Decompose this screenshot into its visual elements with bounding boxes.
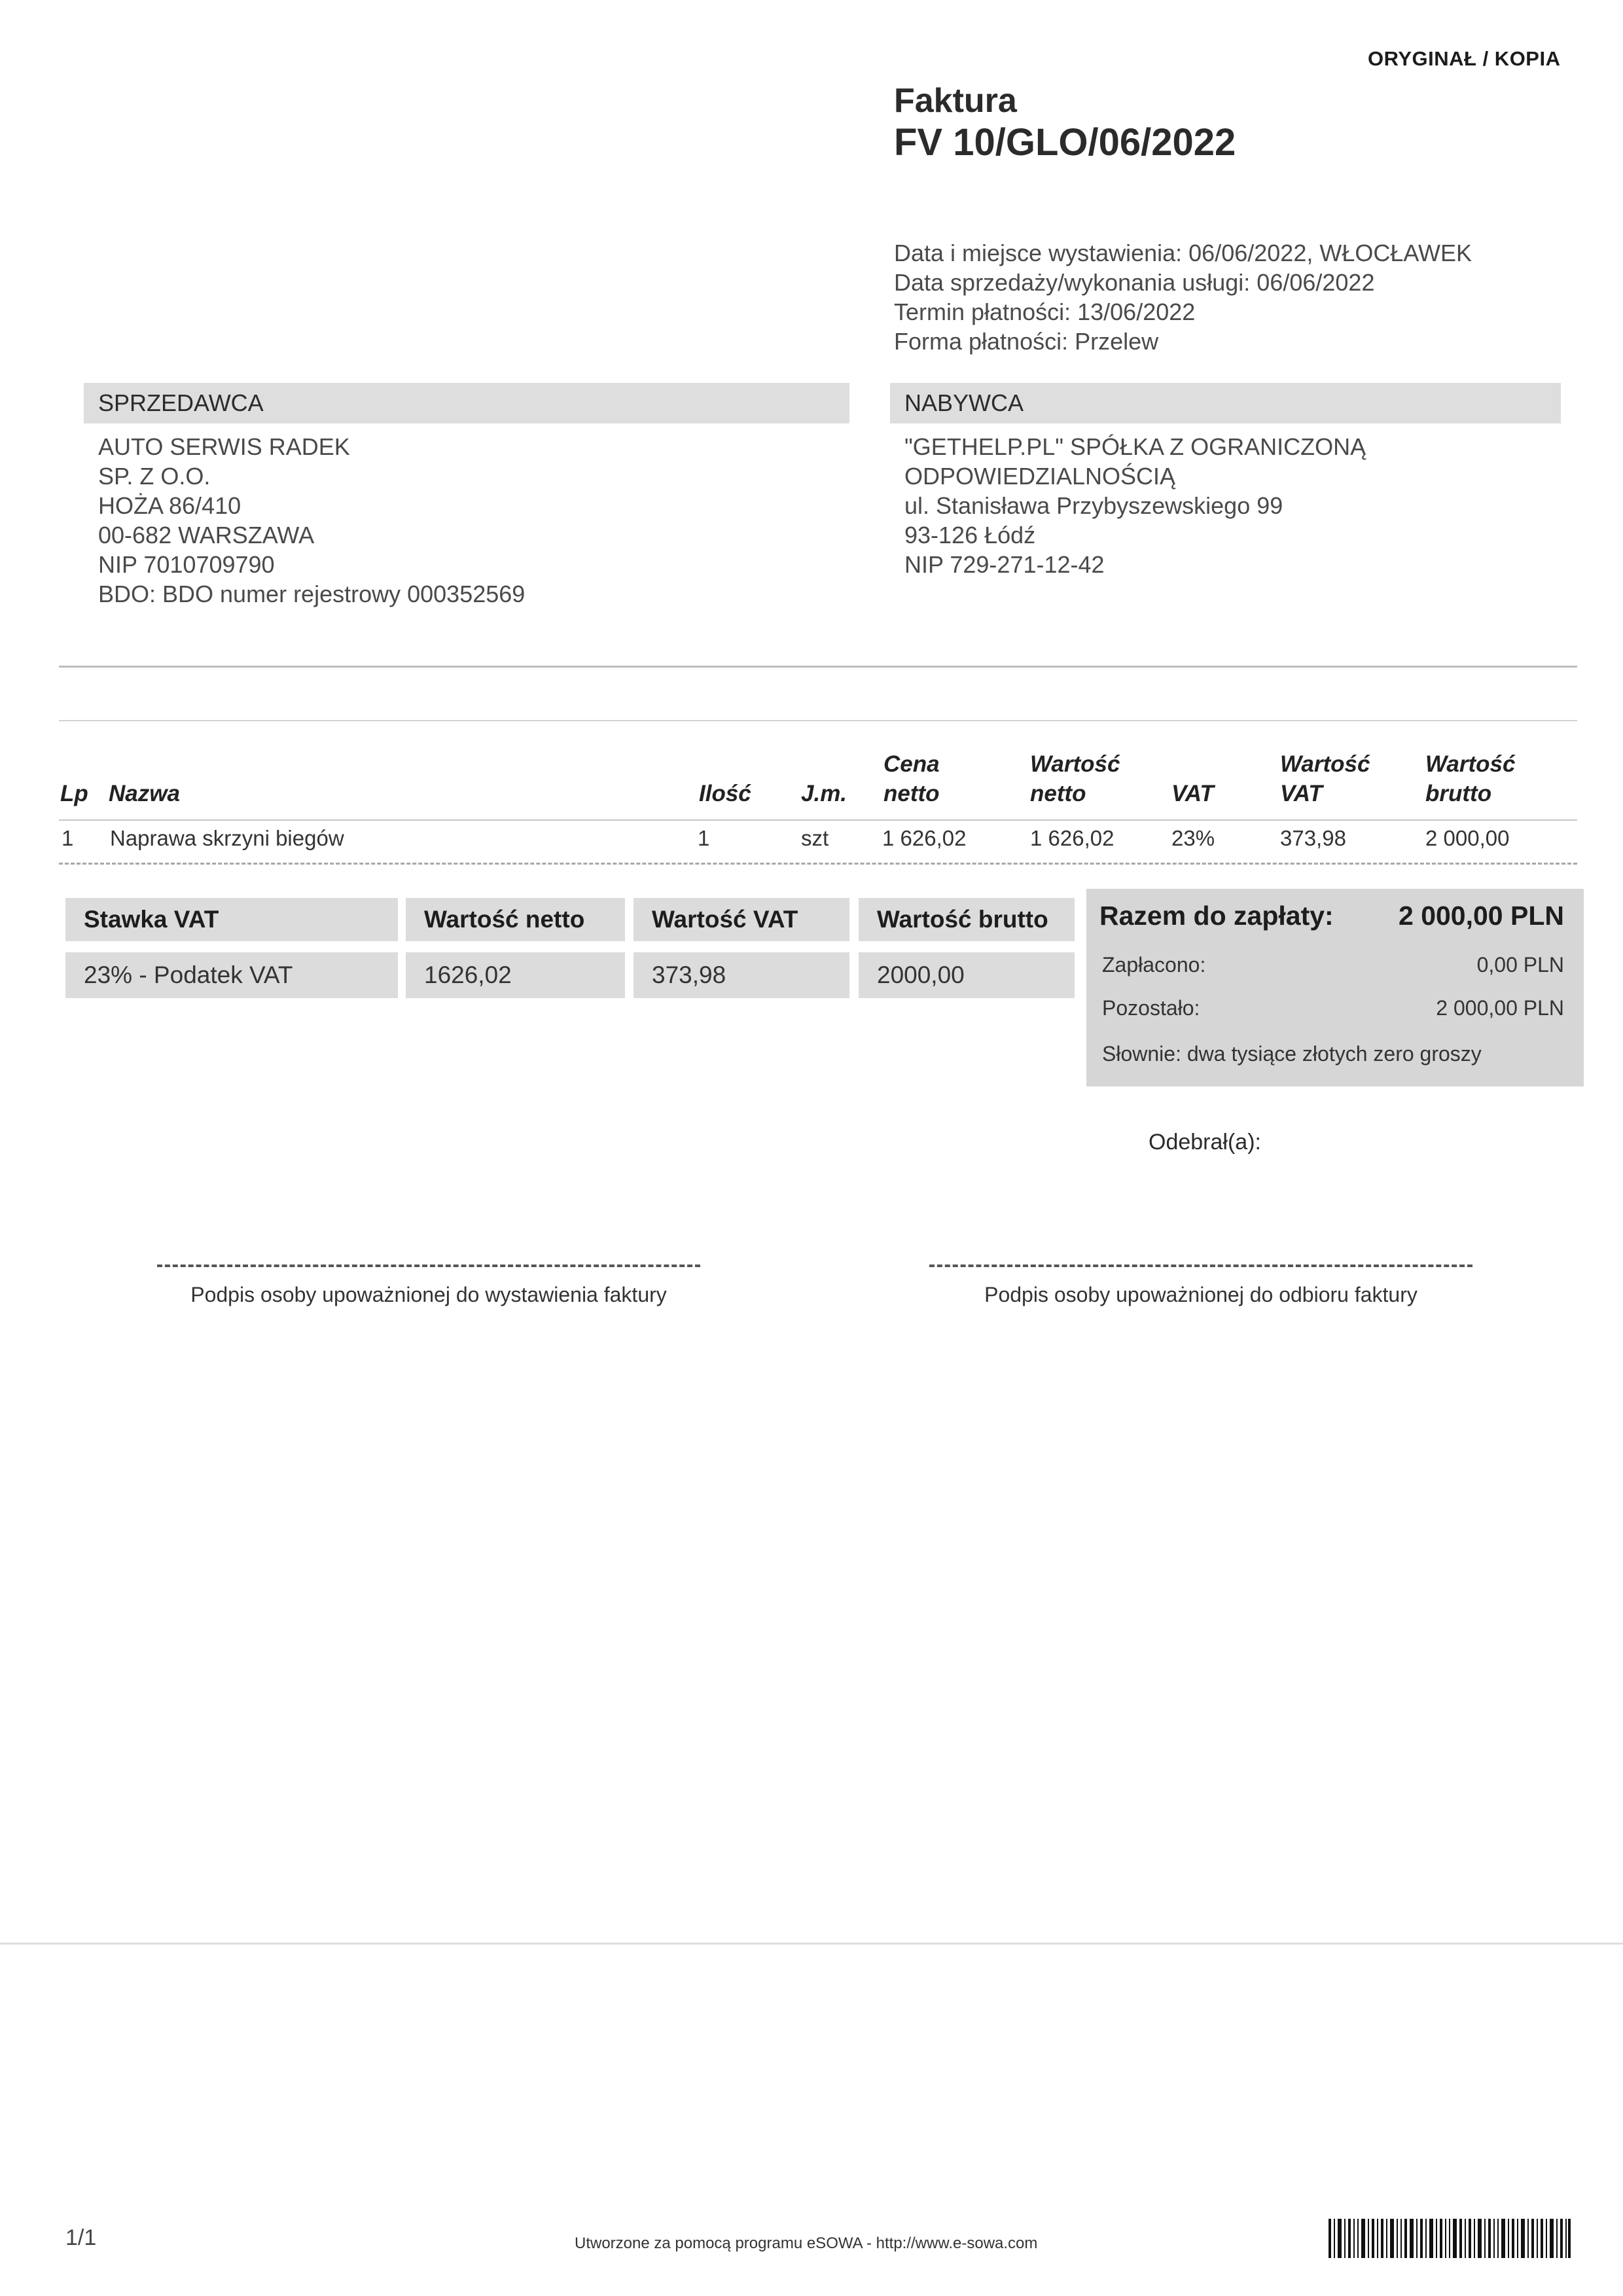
vat-header-gross: Wartość brutto [859, 898, 1075, 941]
col-header-value-gross: Wartość brutto [1425, 751, 1516, 806]
recipient-signature-caption: Podpis osoby upoważnionej do odbioru faktury [984, 1283, 1418, 1306]
seller-legal-form: SP. Z O.O. [98, 463, 211, 490]
received-by-label: Odebrał(a): [1149, 1130, 1261, 1155]
amount-in-words: Słownie: dwa tysiące złotych zero groszy [1102, 1042, 1482, 1066]
footer-note: Utworzone za pomocą programu eSOWA - http://www.e-sowa.com [575, 2234, 1038, 2252]
seller-name: AUTO SERWIS RADEK [98, 433, 350, 460]
buyer-name-line-1: "GETHELP.PL" SPÓŁKA Z OGRANICZONĄ [904, 433, 1366, 460]
buyer-name-line-2: ODPOWIEDZIALNOŚCIĄ [904, 463, 1176, 490]
buyer-details [904, 432, 1366, 579]
col-header-lp: Lp [60, 781, 88, 806]
buyer-heading: NABYWCA [890, 383, 1561, 423]
cell-qty: 1 [698, 826, 710, 850]
col-header-name: Nazwa [109, 781, 180, 806]
seller-details [98, 432, 525, 609]
col-header-value-net: Wartość netto [1030, 751, 1120, 806]
cell-unit: szt [801, 826, 829, 850]
cell-value-gross: 2 000,00 [1425, 826, 1510, 850]
table-row-rule [59, 863, 1577, 865]
vat-net: 1626,02 [406, 952, 625, 998]
issuer-signature-caption: Podpis osoby upoważnionej do wystawienia faktury [190, 1283, 667, 1306]
seller-street: HOŻA 86/410 [98, 492, 241, 519]
invoice-number: FV 10/GLO/06/2022 [894, 121, 1236, 164]
total-due-label: Razem do zapłaty: [1099, 901, 1334, 931]
vat-amount: 373,98 [633, 952, 849, 998]
buyer-city: 93-126 Łódź [904, 522, 1036, 548]
barcode-icon [1329, 2219, 1571, 2258]
seller-heading: SPRZEDAWCA [84, 383, 849, 423]
payment-due: Termin płatności: 13/06/2022 [894, 298, 1196, 325]
cell-value-vat: 373,98 [1280, 826, 1346, 850]
table-header-rule [59, 819, 1577, 821]
page-number: 1/1 [65, 2225, 97, 2250]
vat-header-rate: Stawka VAT [65, 898, 398, 941]
buyer-street: ul. Stanisława Przybyszewskiego 99 [904, 492, 1283, 519]
remaining-value: 2 000,00 PLN [1436, 996, 1564, 1020]
vat-rate: 23% - Podatek VAT [65, 952, 398, 998]
seller-bdo: BDO: BDO numer rejestrowy 000352569 [98, 581, 526, 607]
cell-name: Naprawa skrzyni biegów [110, 826, 344, 850]
vat-header-vat: Wartość VAT [633, 898, 849, 941]
issue-date-place: Data i miejsce wystawienia: 06/06/2022, WŁOCŁAWEK [894, 240, 1472, 266]
cell-value-net: 1 626,02 [1030, 826, 1115, 850]
col-header-unit: J.m. [801, 781, 847, 806]
paid-label: Zapłacono: [1102, 953, 1206, 977]
payment-method: Forma płatności: Przelew [894, 328, 1159, 355]
remaining-label: Pozostało: [1102, 996, 1200, 1020]
paid-value: 0,00 PLN [1476, 953, 1564, 977]
divider [0, 1943, 1623, 1945]
col-header-vat: VAT [1171, 781, 1214, 806]
total-due-value: 2 000,00 PLN [1399, 901, 1564, 931]
col-header-value-vat: Wartość VAT [1280, 751, 1370, 806]
cell-vat: 23% [1171, 826, 1215, 850]
cell-lp: 1 [62, 826, 74, 850]
original-copy-label: ORYGINAŁ / KOPIA [1368, 47, 1561, 70]
seller-nip: NIP 7010709790 [98, 551, 275, 578]
buyer-nip: NIP 729-271-12-42 [904, 551, 1105, 578]
vat-header-net: Wartość netto [406, 898, 625, 941]
document-type: Faktura [894, 82, 1017, 120]
invoice-meta [894, 238, 1472, 356]
seller-city: 00-682 WARSZAWA [98, 522, 315, 548]
recipient-signature-line [929, 1265, 1472, 1267]
col-header-price-net: Cena netto [883, 751, 940, 806]
col-header-qty: Ilość [699, 781, 751, 806]
cell-price-net: 1 626,02 [882, 826, 967, 850]
divider [59, 720, 1577, 721]
issuer-signature-line [157, 1265, 700, 1267]
vat-gross: 2000,00 [859, 952, 1075, 998]
sale-date: Data sprzedaży/wykonania usługi: 06/06/2022 [894, 269, 1375, 296]
divider [59, 666, 1577, 668]
